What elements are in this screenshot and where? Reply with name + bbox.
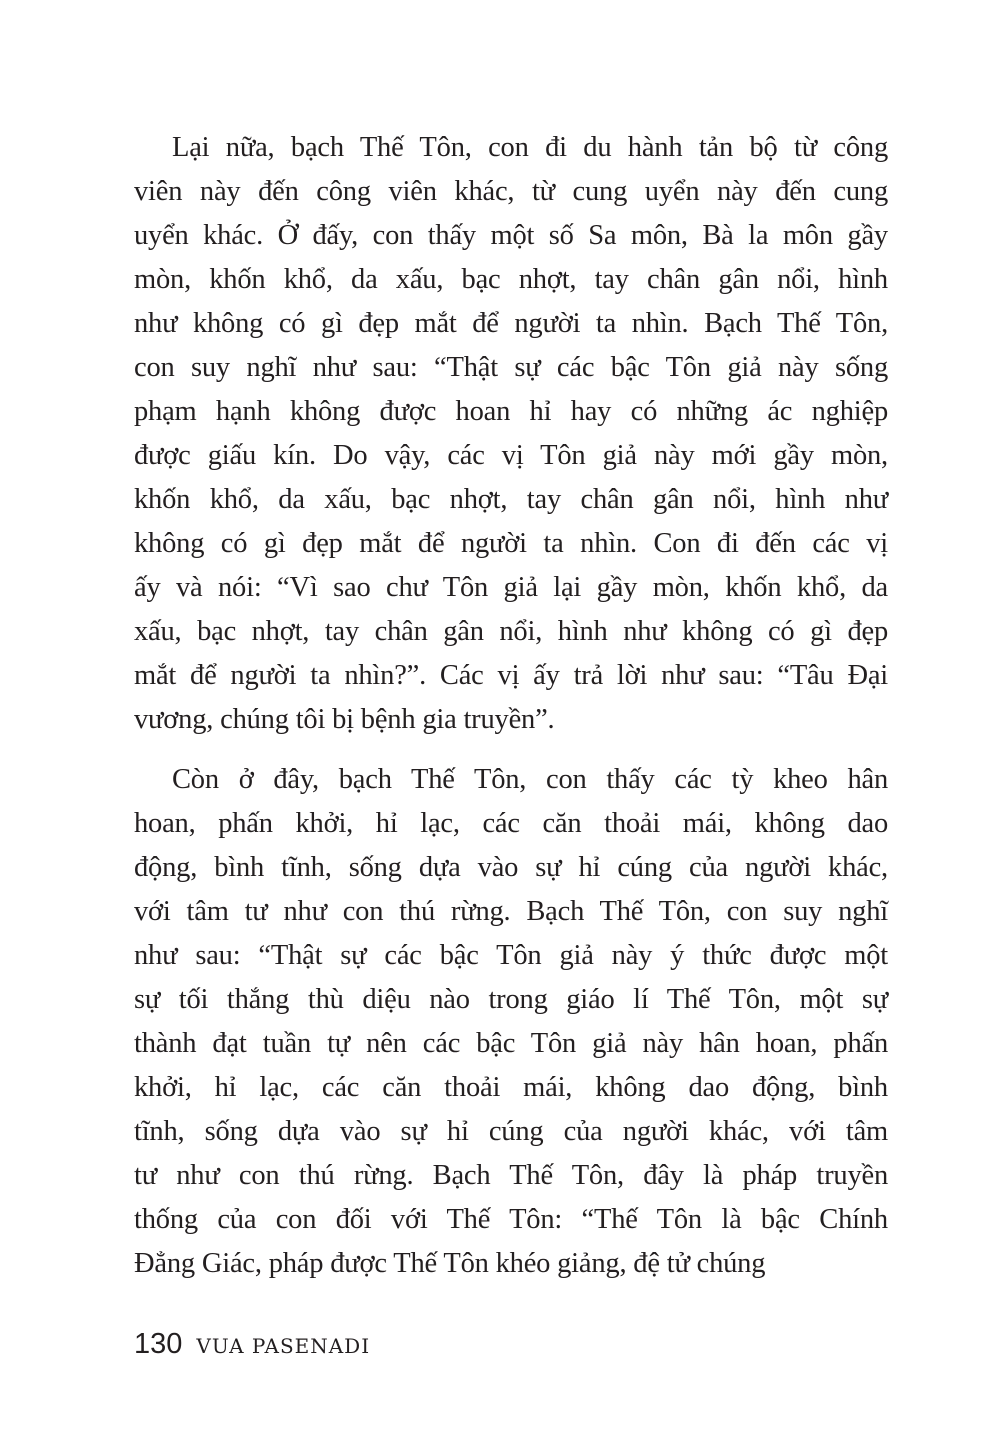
- text-line: khởi, hỉ lạc, các căn thoải mái, không dao động, bình: [134, 1072, 888, 1103]
- page-number: 130: [134, 1328, 183, 1360]
- text-line: thống của con đối với Thế Tôn: “Thế Tôn là bậc Chính: [134, 1204, 888, 1235]
- text-line: động, bình tĩnh, sống dựa vào sự hỉ cúng của người khác,: [134, 852, 888, 883]
- text-line: mòn, khốn khổ, da xấu, bạc nhợt, tay chân gân nổi, hình: [134, 264, 888, 295]
- text-line: con suy nghĩ như sau: “Thật sự các bậc Tôn giả này sống: [134, 352, 888, 383]
- body-text: [134, 126, 888, 1286]
- paragraph: [134, 126, 888, 742]
- text-line: sự tối thắng thù diệu nào trong giáo lí Thế Tôn, một sự: [134, 984, 888, 1015]
- text-line: uyển khác. Ở đấy, con thấy một số Sa môn, Bà la môn gầy: [134, 220, 888, 251]
- text-line: vương, chúng tôi bị bệnh gia truyền”.: [134, 704, 555, 735]
- page-footer: [134, 1328, 370, 1361]
- text-line: xấu, bạc nhợt, tay chân gân nổi, hình như không có gì đẹp: [134, 616, 888, 647]
- text-line: với tâm tư như con thú rừng. Bạch Thế Tôn, con suy nghĩ: [134, 896, 888, 927]
- text-line: như không có gì đẹp mắt để người ta nhìn. Bạch Thế Tôn,: [134, 308, 888, 339]
- text-line: phạm hạnh không được hoan hỉ hay có những ác nghiệp: [134, 396, 888, 427]
- text-line: mắt để người ta nhìn?”. Các vị ấy trả lời như sau: “Tâu Đại: [134, 660, 888, 691]
- text-line: viên này đến công viên khác, từ cung uyển này đến cung: [134, 176, 888, 207]
- text-line: thành đạt tuần tự nên các bậc Tôn giả này hân hoan, phấn: [134, 1028, 888, 1059]
- text-line: tư như con thú rừng. Bạch Thế Tôn, đây là pháp truyền: [134, 1160, 888, 1191]
- text-line: được giấu kín. Do vậy, các vị Tôn giả này mới gầy mòn,: [134, 440, 888, 471]
- text-line: không có gì đẹp mắt để người ta nhìn. Con đi đến các vị: [134, 528, 888, 559]
- paragraph: [134, 758, 888, 1286]
- text-line: tĩnh, sống dựa vào sự hỉ cúng của người khác, với tâm: [134, 1116, 888, 1147]
- text-line: Đẳng Giác, pháp được Thế Tôn khéo giảng, đệ tử chúng: [134, 1248, 766, 1279]
- text-line: Còn ở đây, bạch Thế Tôn, con thấy các tỳ kheo hân: [172, 764, 888, 795]
- text-line: như sau: “Thật sự các bậc Tôn giả này ý thức được một: [134, 940, 888, 971]
- text-line: hoan, phấn khởi, hỉ lạc, các căn thoải mái, không dao: [134, 808, 888, 839]
- text-line: khốn khổ, da xấu, bạc nhợt, tay chân gân nổi, hình như: [134, 484, 888, 515]
- running-title: VUA PASENADI: [196, 1334, 371, 1358]
- text-line: Lại nữa, bạch Thế Tôn, con đi du hành tản bộ từ công: [172, 132, 888, 163]
- text-line: ấy và nói: “Vì sao chư Tôn giả lại gầy mòn, khốn khổ, da: [134, 572, 888, 603]
